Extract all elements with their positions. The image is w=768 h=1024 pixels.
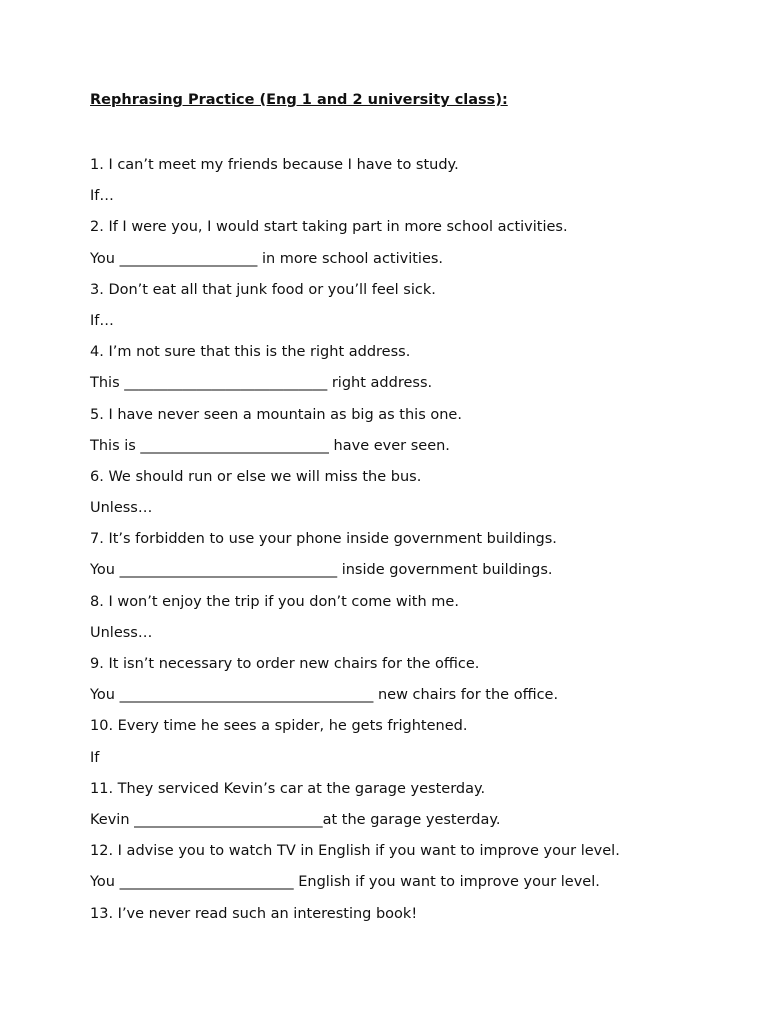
exercise-line: Unless…: [90, 500, 153, 517]
exercise-list: [90, 155, 730, 935]
exercise-line: 6. We should run or else we will miss the bus.: [90, 468, 422, 485]
exercise-line: Kevin __________________________at the garage yesterday.: [90, 811, 501, 828]
exercise-line: 1. I can’t meet my friends because I have to study.: [90, 157, 459, 173]
exercise-line: 8. I won’t enjoy the trip if you don’t come with me.: [90, 593, 459, 610]
exercise-line: You ___________________ in more school activities.: [90, 250, 444, 267]
exercise-line: If…: [90, 188, 114, 205]
exercise-line: 7. It’s forbidden to use your phone inside government buildings.: [90, 531, 557, 548]
exercise-line: Unless…: [90, 624, 153, 641]
exercise-line: 9. It isn’t necessary to order new chairs for the office.: [90, 656, 480, 672]
exercise-line: You ___________________________________ new chairs for the office.: [90, 687, 559, 704]
exercise-line: 10. Every time he sees a spider, he gets frightened.: [90, 718, 468, 735]
exercise-line: If…: [90, 312, 114, 329]
exercise-line: This ____________________________ right address.: [90, 375, 433, 392]
exercise-line: This is __________________________ have ever seen.: [90, 437, 450, 454]
exercise-line: 11. They serviced Kevin’s car at the garage yesterday.: [90, 780, 486, 797]
exercise-line: 5. I have never seen a mountain as big as this one.: [90, 406, 462, 423]
exercise-line: 3. Don’t eat all that junk food or you’ll feel sick.: [90, 281, 436, 298]
exercise-line: 12. I advise you to watch TV in English if you want to improve your level.: [90, 843, 620, 860]
exercise-line: You ________________________ English if you want to improve your level.: [90, 874, 600, 891]
document-title: Rephrasing Practice (Eng 1 and 2 university class):: [90, 92, 508, 108]
exercise-line: You ______________________________ inside government buildings.: [90, 562, 553, 579]
exercise-line: 13. I’ve never read such an interesting book!: [90, 905, 418, 922]
exercise-line: If: [90, 749, 100, 766]
exercise-line: 2. If I were you, I would start taking part in more school activities.: [90, 219, 568, 236]
exercise-line: 4. I’m not sure that this is the right address.: [90, 344, 411, 361]
